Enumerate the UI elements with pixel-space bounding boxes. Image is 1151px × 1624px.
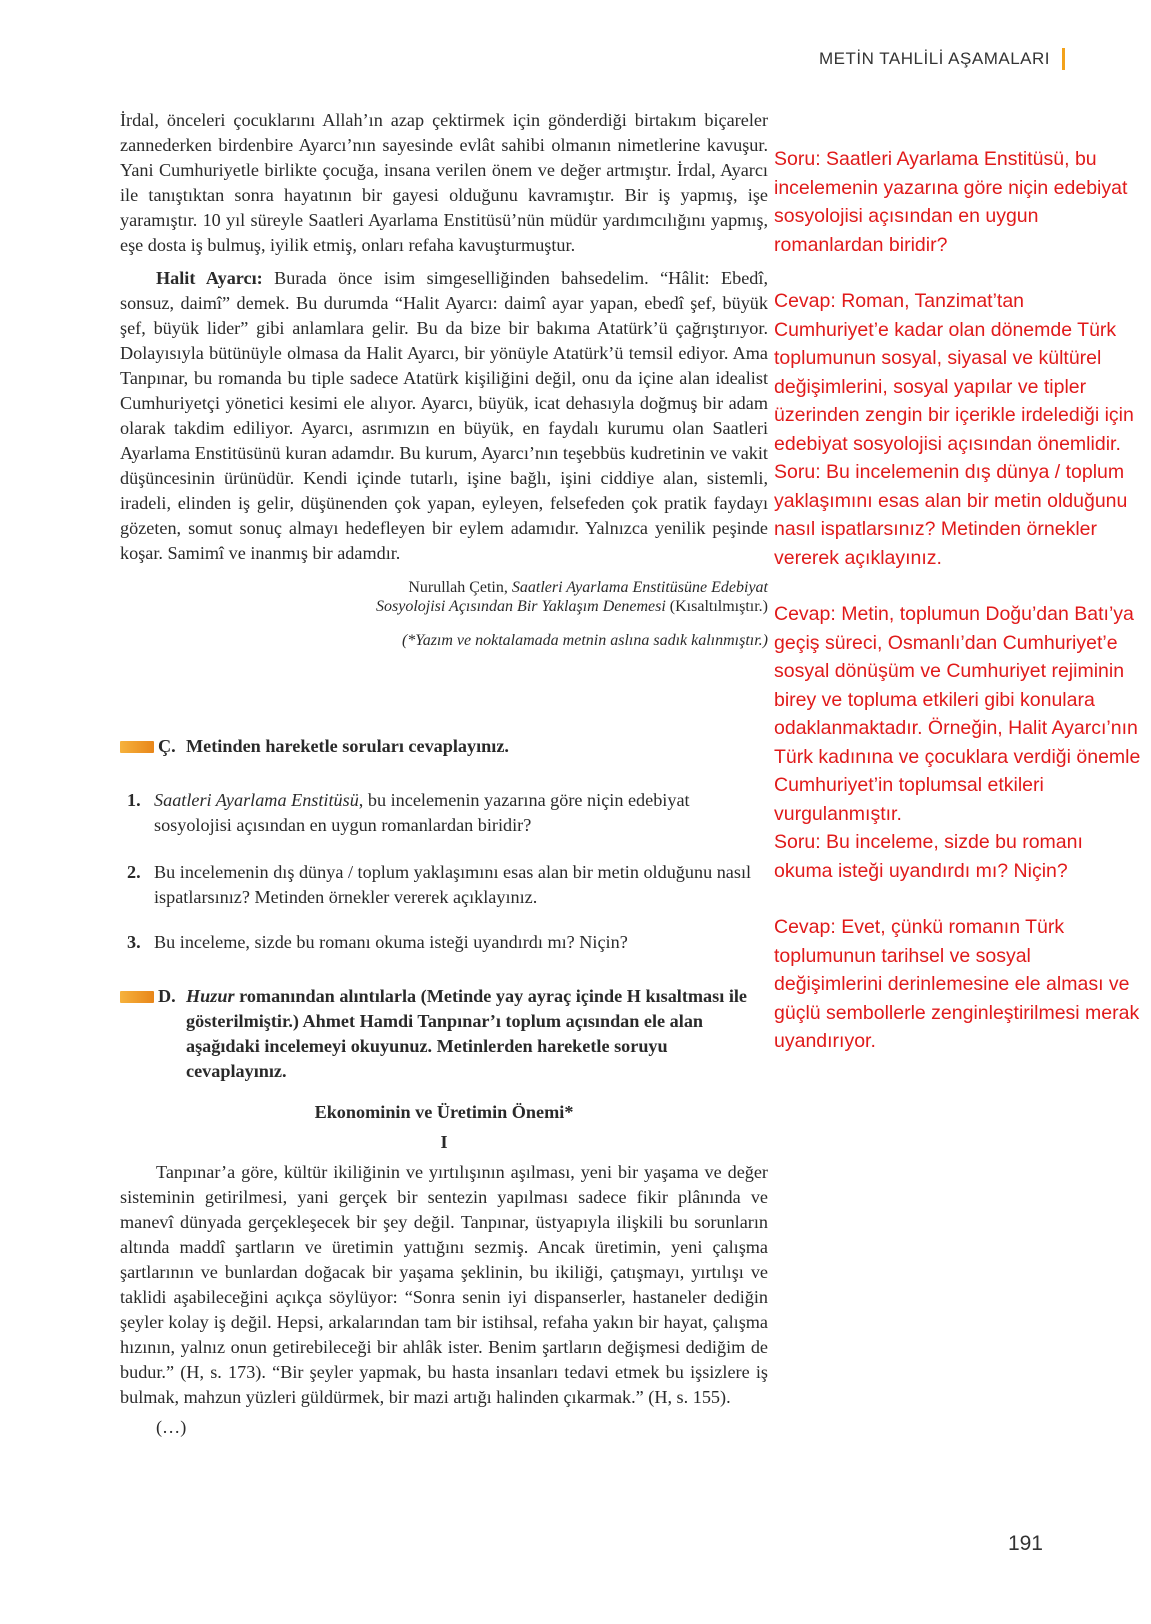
editorial-note: (*Yazım ve noktalamada metnin aslına sadık kalınmıştır.) — [401, 632, 768, 649]
citation-title-2: Sosyolojisi Açısından Bir Yaklaşım Denemesi — [376, 598, 666, 615]
question-item — [120, 930, 768, 955]
page-number: 191 — [1007, 1532, 1043, 1555]
essay-block — [120, 1100, 768, 1440]
section-title — [186, 984, 768, 1084]
section-marker-icon — [120, 741, 154, 753]
section-title-rest: romanından alıntılarla (Metinde yay ayraç içinde H kısaltması ile gösterilmiştir.) Ahmet Hamdi Tanpınar’ı toplum açısından ele alan aşağıdaki incelemeyi okuyunuz. Metinlerden hareketle soruyu cevaplayınız. — [186, 986, 747, 1081]
question-item — [120, 788, 768, 838]
section-letter: Ç. — [158, 736, 176, 756]
answer-response-2: Cevap: Metin, toplumun Doğu’dan Batı’ya geçiş süreci, Osmanlı’dan Cumhuriyet’e sosyal dönüşüm ve Cumhuriyet rejiminin birey ve topluma etkileri gibi konulara odaklanmaktadır. Örneğin, Halit Ayarcı’nın Türk kadınına ve çocuklara verdiği önemle Cumhuriyet’in toplumsal etkileri vurgulanmıştır. — [774, 603, 1141, 825]
citation-title-1: Saatleri Ayarlama Enstitüsüne Edebiyat — [511, 579, 768, 596]
header-accent-bar — [1062, 48, 1065, 70]
paragraph-body: Burada önce isim simgeselliğinden bahsedelim. “Hâlit: Ebedî, sonsuz, daimî” demek. Bu durumda “Halit Ayarcı: daimî ayar yapan, ebedî şef, büyük şef, büyük lider” gibi anlamlara gelir. Bu da bize bir bakıma Atatürk’ü çağrıştırıyor. Dolayısıyla bütünüyle olmasa da Halit Ayarcı, bir yönüyle Atatürk’ü temsil ediyor. Ama Tanpınar, bu romanda bu tiple sadece Atatürk kişiliğini değil, onu da içine alan idealist Cumhuriyetçi yönetici kesimi ele alıyor. Ayarcı, büyük, icat dehasıyla doğmuş bir adam olarak takdim ediliyor. Ayarcı, asrımızın en büyük, en faydalı kurumu olan Saatleri Ayarlama Enstitüsünü kuran adamdır. Bu kurum, Ayarcı’nın teşebbüs kudretinin ve vakit düşüncesinin ürünüdür. Kendi içinde tutarlı, işine bağlı, işini ciddiye alan, sistemli, iradeli, elinden iş gelir, düşünenden çok yapan, eyleyen, felsefeden çok pratik faydayı gözeten, somut sonuç almayı hedefleyen bir eylem adamıdır. Yalnızca yenilik peşinde koşar. Samimî ve inanmış bir adamdır. — [120, 268, 769, 563]
question-text: Bu inceleme, sizde bu romanı okuma isteği uyandırdı mı? Niçin? — [154, 932, 628, 952]
question-text: Bu incelemenin dış dünya / toplum yaklaşımını esas alan bir metin olduğunu nasıl ispatlarsınız? Metinden örnekler vererek açıklayınız. — [154, 862, 752, 907]
section-letter: D. — [158, 986, 176, 1006]
question-number: 1. — [127, 790, 141, 810]
answer-response-3: Cevap: Evet, çünkü romanın Türk toplumunun tarihsel ve sosyal değişimlerini derinlemesine ele alması ve güçlü sembollerle zenginleştirilmesi merak uyandırıyor. — [774, 916, 1140, 1052]
essay-heading: Ekonominin ve Üretimin Önemi* — [314, 1102, 574, 1122]
question-text — [154, 788, 768, 838]
answer-column — [774, 145, 1144, 1056]
section-marker-icon — [120, 991, 154, 1003]
answer-response-1: Cevap: Roman, Tanzimat’tan Cumhuriyet’e kadar olan dönemde Türk toplumunun sosyal, siyasal ve kültürel değişimlerini, sosyal yapılar ve tipler üzerinden zengin bir içerikle irdelediği için edebiyat sosyolojisi açısından önemlidir. — [774, 290, 1134, 455]
section-title: Metinden hareketle soruları cevaplayınız. — [186, 736, 509, 756]
citation-author: Nurullah Çetin, — [408, 579, 512, 596]
section-d-heading — [120, 984, 768, 1084]
answer-question-3: Soru: Bu inceleme, sizde bu romanı okuma isteği uyandırdı mı? Niçin? — [774, 831, 1083, 882]
essay-ellipsis: (…) — [156, 1417, 187, 1437]
essay-section-number: I — [440, 1132, 448, 1152]
paragraph-lead: Halit Ayarcı: — [156, 268, 263, 288]
header-title: METİN TAHLİLİ AŞAMALARI — [819, 49, 1050, 68]
citation — [120, 578, 768, 616]
main-text-block — [120, 108, 768, 653]
paragraph-irdal: İrdal, önceleri çocuklarını Allah’ın azap çektirmek için gönderdiği birtakım biçareler zannederken birdenbire Ayarcı’nın sayesinde evlât sahibi olmanın nimetlerine kavuşur. Yani Cumhuriyetle birlikte çocuğa, insana verilen önem ve değer artmıştır. İrdal, Ayarcı ile tanıştıktan sonra hayatının bir gayesi olduğunu kavramıştır. Bir iş yapmış, işe yaramıştır. 10 yıl süreyle Saatleri Ayarlama Enstitüsü’nün müdür yardımcılığını yapmış, eşe dosta iş bulmuş, iyilik etmiş, onları refaha kavuşturmuştur. — [120, 110, 768, 255]
citation-suffix: (Kısaltılmıştır.) — [665, 598, 768, 615]
answer-question-1: Soru: Saatleri Ayarlama Enstitüsü, bu incelemenin yazarına göre niçin edebiyat sosyolojisi açısından en uygun romanlardan biridir? — [774, 148, 1128, 256]
answer-question-2: Soru: Bu incelemenin dış dünya / toplum yaklaşımını esas alan bir metin olduğunu nasıl ispatlarsınız? Metinden örnekler vererek açıklayınız. — [774, 461, 1128, 569]
section-title-italic: Huzur — [186, 986, 235, 1006]
question-number: 3. — [127, 932, 141, 952]
question-italic: Saatleri Ayarlama Enstitüsü — [154, 790, 359, 810]
section-c-heading — [120, 734, 768, 759]
question-item — [120, 860, 768, 910]
essay-paragraph: Tanpınar’a göre, kültür ikiliğinin ve yırtılışının aşılması, yeni bir yaşama ve değer sisteminin getirilmesi, yani gerçek bir sentezin yapılması sadece fikir plânında ve manevî dünyada gerçekleşecek bir şey değil. Tanpınar, üstyapıyla ilişkili bu sorunların altında maddî şartların ve üretimin yattığını sezmiş. Ancak üretimin, yeni çalışma şartlarının ve bunlardan doğacak bir yaşama şeklinin, bu ikiliği, çatışmayı, yırtılışı ve taklidi aşabileceğini açıkça söylüyor: “Sonra senin iyi dispanserler, hastaneler dediğin şeyler kolay iş değil. Hepsi, arkalarından tam bir istihsal, refaha yakın bir hayat, çalışma hızının, yalnız onun getirebileceği bir ahlâk ister. Benim şartların değişmesi dediğim de budur.” (H, s. 173). “Bir şeyler yapmak, bu hasta insanları tedavi etmek bu işsizlere iş bulmak, mahzun yüzleri güldürmek, bir mazi artığı halinden çıkarmak.” (H, s. 155). — [120, 1162, 768, 1407]
running-header — [819, 48, 1065, 70]
question-number: 2. — [127, 862, 141, 882]
question-rest: , bu incelemenin yazarına göre niçin edebiyat sosyolojisi açısından en uygun romanlardan biridir? — [154, 790, 690, 835]
paragraph-halit-ayarci — [120, 266, 768, 566]
